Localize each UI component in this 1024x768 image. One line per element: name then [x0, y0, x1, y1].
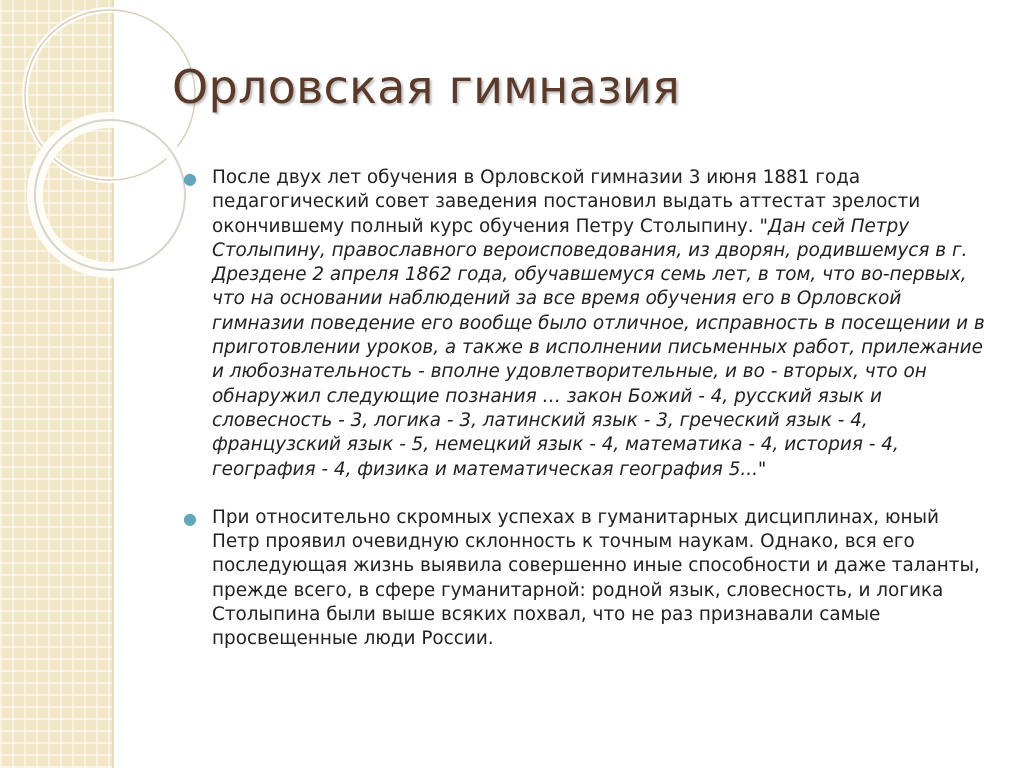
side-panel-edge — [112, 0, 114, 768]
bullet-text: При относительно скромных успехах в гуманитарных дисциплинах, юный Петр проявил очевидную склонность к точным наукам. Однако, вся его последующая жизнь выявила совершенно иные способности и даже таланты, прежде всего, в сфере гуманитарной: родной язык, словесность, и логика Столыпина были выше всяких похвал, что не раз признавали самые просвещенные люди России. — [212, 506, 980, 650]
bullet-item — [178, 506, 986, 652]
certificate-quote: "Дан сей Петру Столыпину, православного вероисповедования, из дворян, родившемуся в г. Дрездене 2 апреля 1862 года, обучавшемуся семь лет, в том, что во-первых, что на основании наблюдений за все время обучения его в Орловской гимназии поведение его вообще было отличное, исправность в посещении и в приготовлении уроков, а также в исполнении письменных работ, прилежание и любознательность - вполне удовлетворительные, и во - вторых, что он обнаружил следующие познания … закон Божий - 4, русский язык и словесность - 3, логика - 3, латинский язык - 3, греческий язык - 4, французский язык - 5, немецкий язык - 4, математика - 4, история - 4, география - 4, физика и математическая география 5..." — [212, 215, 985, 480]
slide-body — [178, 166, 986, 652]
decorative-side-panel — [0, 0, 112, 768]
bullet-item — [178, 166, 986, 482]
bullet-dot-icon: ● — [183, 508, 197, 528]
slide-title: Орловская гимназия — [172, 60, 681, 114]
bullet-dot-icon: ● — [183, 169, 197, 188]
bullet-text: После двух лет обучения в Орловской гимназии 3 июня 1881 года педагогический совет заведения постановил выдать аттестат зрелости окончившему полный курс обучения Петру Столыпину. — [212, 167, 921, 237]
